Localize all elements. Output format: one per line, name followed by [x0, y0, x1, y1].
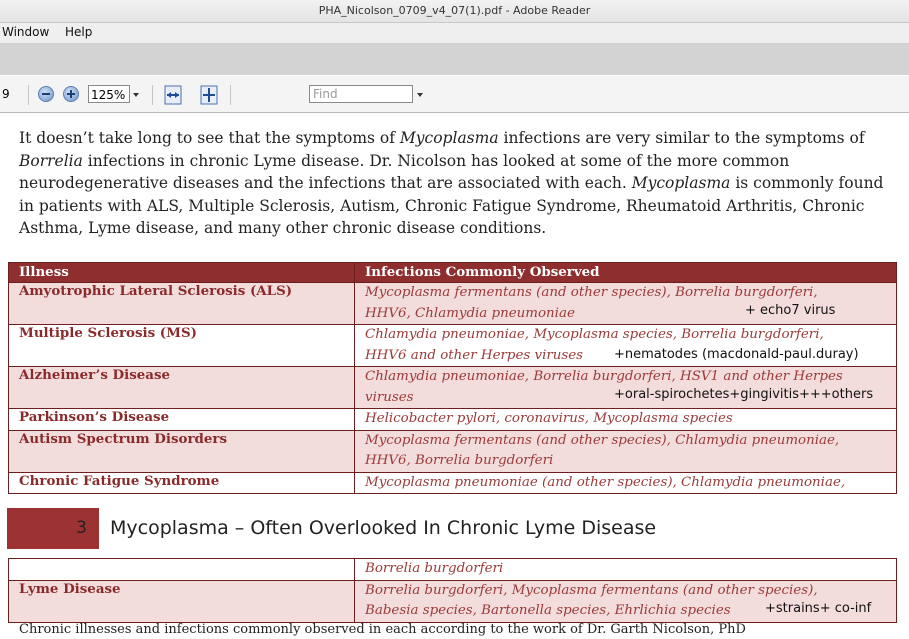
- illness-cell: [9, 559, 355, 581]
- toolbar-separator: [230, 85, 231, 105]
- header-infections: Infections Commonly Observed: [355, 263, 897, 283]
- infections-cell: Chlamydia pneumoniae, Borrelia burgdorferi, HSV1 and other Herpes viruses +oral-spirochetes+gingivitis+++others: [355, 367, 897, 409]
- infections-table: [8, 262, 897, 494]
- illness-cell: Lyme Disease: [9, 580, 355, 622]
- table-caption: Chronic illnesses and infections commonly observed in each according to the work of Dr. Garth Nicolson, PhD: [19, 622, 746, 637]
- document-page: [0, 113, 909, 639]
- table-row: [9, 409, 897, 431]
- find-dropdown-icon[interactable]: [417, 93, 423, 97]
- table-header-row: [9, 263, 897, 283]
- infections-cell: Helicobacter pylori, coronavirus, Mycoplasma species: [355, 409, 897, 431]
- find-input[interactable]: Find: [309, 85, 413, 103]
- fit-width-icon[interactable]: [164, 85, 182, 105]
- infections-cell: Mycoplasma pneumoniae (and other species), Chlamydia pneumoniae,: [355, 472, 897, 494]
- menu-help[interactable]: Help: [65, 25, 93, 39]
- table-row: [9, 367, 897, 409]
- table-row: [9, 580, 897, 622]
- table-row: [9, 559, 897, 581]
- illness-cell: Parkinson’s Disease: [9, 409, 355, 431]
- toolbar-area: [0, 43, 909, 75]
- table-row: [9, 325, 897, 367]
- handwritten-note: +oral-spirochetes+gingivitis+++others: [614, 387, 874, 402]
- table-row: [9, 430, 897, 472]
- window-title-bar: [0, 0, 909, 23]
- menu-bar: [0, 23, 909, 43]
- toolbar-separator: [152, 85, 153, 105]
- toolbar: [0, 76, 909, 113]
- infections-cell: Mycoplasma fermentans (and other species), Borrelia burgdorferi, HHV6, Chlamydia pneumoniae + echo7 virus: [355, 283, 897, 325]
- infections-table-continued: [8, 558, 897, 623]
- zoom-out-icon[interactable]: [38, 86, 54, 102]
- handwritten-note: +nematodes (macdonald-paul.duray): [614, 347, 859, 362]
- table-row: [9, 283, 897, 325]
- infections-cell: Borrelia burgdorferi, Mycoplasma fermentans (and other species), Babesia species, Bartonella species, Ehrlichia species +strains+ co-inf: [355, 580, 897, 622]
- infections-cell: Borrelia burgdorferi: [355, 559, 897, 581]
- illness-cell: Amyotrophic Lateral Sclerosis (ALS): [9, 283, 355, 325]
- page-number-field[interactable]: 9: [2, 87, 10, 101]
- illness-cell: Alzheimer’s Disease: [9, 367, 355, 409]
- page-number-box: 3: [7, 508, 99, 549]
- handwritten-note: + echo7 virus: [745, 303, 836, 318]
- header-illness: Illness: [9, 263, 355, 283]
- infections-cell: Chlamydia pneumoniae, Mycoplasma species, Borrelia burgdorferi, HHV6 and other Herpes viruses +nematodes (macdonald-paul.duray): [355, 325, 897, 367]
- toolbar-separator: [28, 85, 29, 105]
- zoom-level-input[interactable]: 125%: [88, 85, 130, 103]
- fit-page-icon[interactable]: [200, 85, 218, 105]
- table-row: [9, 472, 897, 494]
- illness-cell: Multiple Sclerosis (MS): [9, 325, 355, 367]
- zoom-in-icon[interactable]: [63, 86, 79, 102]
- menu-window[interactable]: Window: [2, 25, 50, 39]
- zoom-dropdown-icon[interactable]: [133, 93, 139, 97]
- handwritten-note: +strains+ co-inf: [765, 600, 872, 616]
- intro-paragraph: It doesn’t take long to see that the symptoms of Mycoplasma infections are very similar to the symptoms of Borrelia infections in chronic Lyme disease. Dr. Nicolson has looked at some of the more common neurodegenerative diseases and the infections that are associated with each. Mycoplasma is commonly found in patients with ALS, Multiple Sclerosis, Autism, Chronic Fatigue Syndrome, Rheumatoid Arthritis, Chronic Asthma, Lyme disease, and many other chronic disease conditions.: [19, 129, 884, 237]
- illness-cell: Autism Spectrum Disorders: [9, 430, 355, 472]
- running-title: Mycoplasma – Often Overlooked In Chronic Lyme Disease: [110, 517, 657, 539]
- infections-cell: Mycoplasma fermentans (and other species), Chlamydia pneumoniae, HHV6, Borrelia burgdorferi: [355, 430, 897, 472]
- window-title: PHA_Nicolson_0709_v4_07(1).pdf - Adobe Reader: [318, 4, 591, 17]
- illness-cell: Chronic Fatigue Syndrome: [9, 472, 355, 494]
